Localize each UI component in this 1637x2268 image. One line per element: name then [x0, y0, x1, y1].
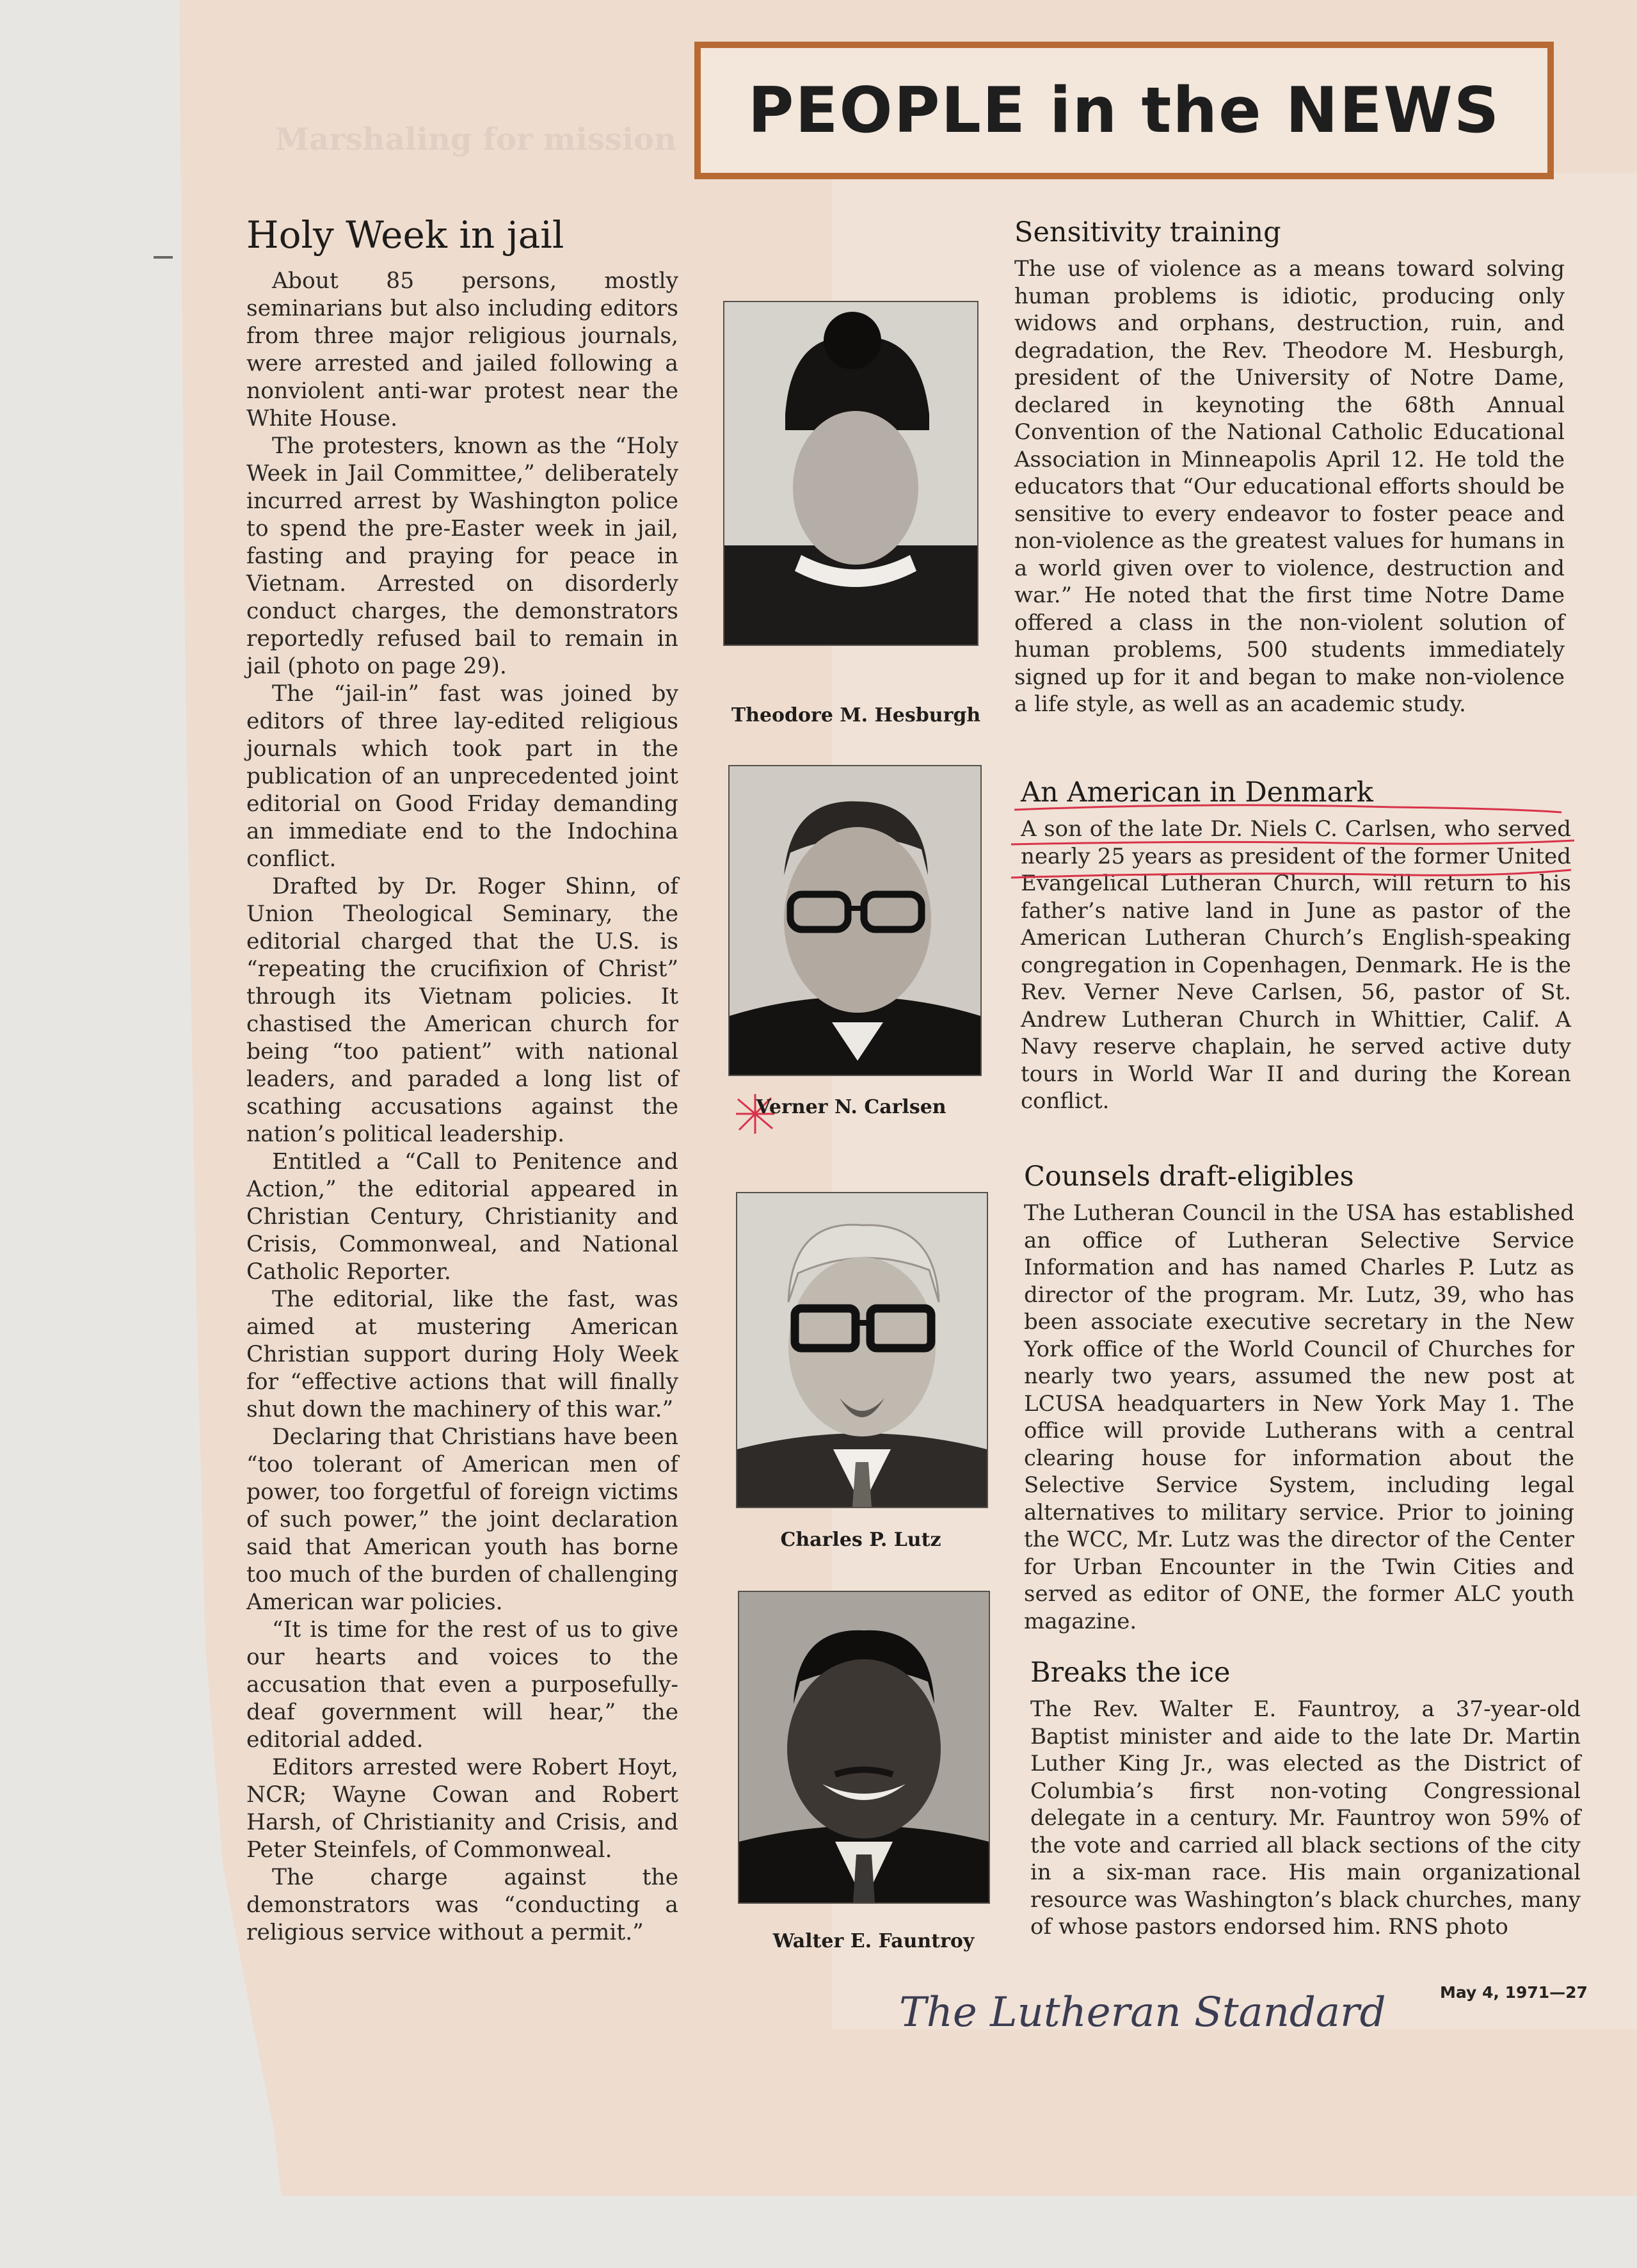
left-column: [246, 211, 678, 1947]
article-paragraph: Editors arrested were Robert Hoyt, NCR; Wayne Cowan and Robert Harsh, of Christianity and Crisis, and Peter Steinfels, of Commonweal.: [246, 1755, 678, 1863]
article-paragraph: Drafted by Dr. Roger Shinn, of Union Theological Seminary, the editorial charged that the U.S. is “repeating the crucifixion of Christ” through its Vietnam policies. It chastised the American church for being “too patient” with national leaders, and paraded a long list of scathing accusations against the nation’s political leadership.: [246, 874, 678, 1147]
article-paragraph: “It is time for the rest of us to give our hearts and voices to the accusation that even a purposefully-deaf government will hear,” the editorial added.: [246, 1617, 678, 1753]
article-breaks-the-ice: [1030, 1655, 1581, 1941]
article-paragraph: The protesters, known as the “Holy Week in Jail Committee,” deliberately incurred arrest by Washington police to spend the pre-Easter week in jail, fasting and praying for peace in Vietnam. Arrested on disorderly conduct charges, the demonstrators reportedly refused bail to remain in jail (photo on page 29).: [246, 433, 678, 679]
photo-caption: Charles P. Lutz: [780, 1529, 941, 1551]
article-headline: Breaks the ice: [1030, 1657, 1231, 1689]
photo-caption: Theodore M. Hesburgh: [731, 704, 981, 727]
masthead-box: [694, 42, 1554, 179]
article-paragraph: About 85 persons, mostly seminarians but also including editors from three major religious journals, were arrested and jailed following a nonviolent anti-war protest near the White House.: [246, 268, 678, 431]
folio: May 4, 1971—27: [1440, 1983, 1588, 2002]
article-headline: An American in Denmark: [1021, 776, 1373, 808]
article-body: A son of the late Dr. Niels C. Carlsen, who served nearly 25 years as president of the former United Evangelical Lutheran Church, will return to his father’s native land in June as pastor of the American Lutheran Church’s English-speaking congregation in Copenhagen, Denmark. He is the Rev. Verner Neve Carlsen, 56, pastor of St. Andrew Lutheran Church in Whittier, Calif. A Navy reserve chaplain, he served active duty tours in World War II and during the Korean conflict.: [1021, 816, 1571, 1114]
article-paragraph: The editorial, like the fast, was aimed at mustering American Christian support during Holy Week for “effective actions that will finally shut down the machinery of this war.”: [246, 1287, 678, 1422]
article-sensitivity-training: [1014, 214, 1565, 718]
portrait-photo-hesburgh: [723, 301, 978, 646]
article-headline: Sensitivity training: [1014, 216, 1281, 248]
margin-mark: [154, 256, 173, 259]
article-body: The Lutheran Council in the USA has established an office of Lutheran Selective Service Information and has named Charles P. Lutz as director of the program. Mr. Lutz, 39, who has been associate executive secretary in the New York office of the World Council of Churches for nearly two years, assumed the new post at LCUSA headquarters in New York May 1. The office will provide Lutherans with a central clearing house for information about the Selective Service System, including legal alternatives to military service. Prior to joining the WCC, Mr. Lutz was the director of the Center for Urban Encounter in the Twin Cities and served as editor of ONE, the former ALC youth magazine.: [1024, 1200, 1574, 1634]
article-body: The Rev. Walter E. Fauntroy, a 37-year-old Baptist minister and aide to the late Dr. Martin Luther King Jr., was elected as the District of Columbia’s first non-voting Congressional delegate in a century. Mr. Fauntroy won 59% of the vote and carried all black sections of the city in a six-man race. His main organizational resource was Washington’s black churches, many of whose pastors endorsed him. RNS photo: [1030, 1696, 1581, 1940]
masthead-title: PEOPLE in the NEWS: [747, 74, 1501, 147]
photo-caption: Verner N. Carlsen: [756, 1096, 946, 1118]
article-body: The use of violence as a means toward solving human problems is idiotic, producing only widows and orphans, destruction, ruin, and degradation, the Rev. Theodore M. Hesburgh, president of the University of Notre Dame, declared in keynoting the 68th Annual Convention of the National Catholic Educational Association in Minneapolis April 12. He told the educators that “Our educational efforts should be sensitive to every endeavor to foster peace and non-violence as the greatest values for humans in a world given over to violence, destruction and war.” He noted that the first time Notre Dame offered a class in the non-violent solution of human problems, 500 students immediately signed up for it and began to make non-violence a life style, as well as an academic study.: [1014, 256, 1565, 717]
red-underline-marks: [1011, 803, 1574, 887]
article-headline: Counsels draft-eligibles: [1024, 1161, 1354, 1193]
photo-caption: Walter E. Fauntroy: [772, 1930, 975, 1952]
article-paragraph: Declaring that Christians have been “too tolerant of American men of power, too forgetful of foreign victims of such power,” the joint declaration said that American youth has borne too much of the burden of challenging American war policies.: [246, 1424, 678, 1615]
portrait-photo-lutz: [736, 1192, 988, 1508]
article-headline: Holy Week in jail: [246, 213, 564, 257]
article-paragraph: The “jail-in” fast was joined by editors of three lay-edited religious journals which took part in the publication of an unprecedented joint editorial on Good Friday demanding an immediate end to the Indochina conflict.: [246, 681, 678, 872]
article-paragraph: Entitled a “Call to Penitence and Action,” the editorial appeared in Christian Century, Christianity and Crisis, Commonweal, and National Catholic Reporter.: [246, 1149, 678, 1285]
handwritten-publication-name-signature: [893, 1975, 1392, 2064]
handwritten-text: The Lutheran Standard: [899, 1989, 1386, 2036]
article-counsels-draft-eligibles: [1024, 1159, 1574, 1635]
article-paragraph: The charge against the demonstrators was “conducting a religious service without a permit.”: [246, 1865, 678, 1945]
bleed-through-text: Marshaling for mission: [275, 122, 677, 157]
portrait-photo-fauntroy: [738, 1591, 990, 1904]
portrait-photo-carlsen: [728, 765, 982, 1076]
